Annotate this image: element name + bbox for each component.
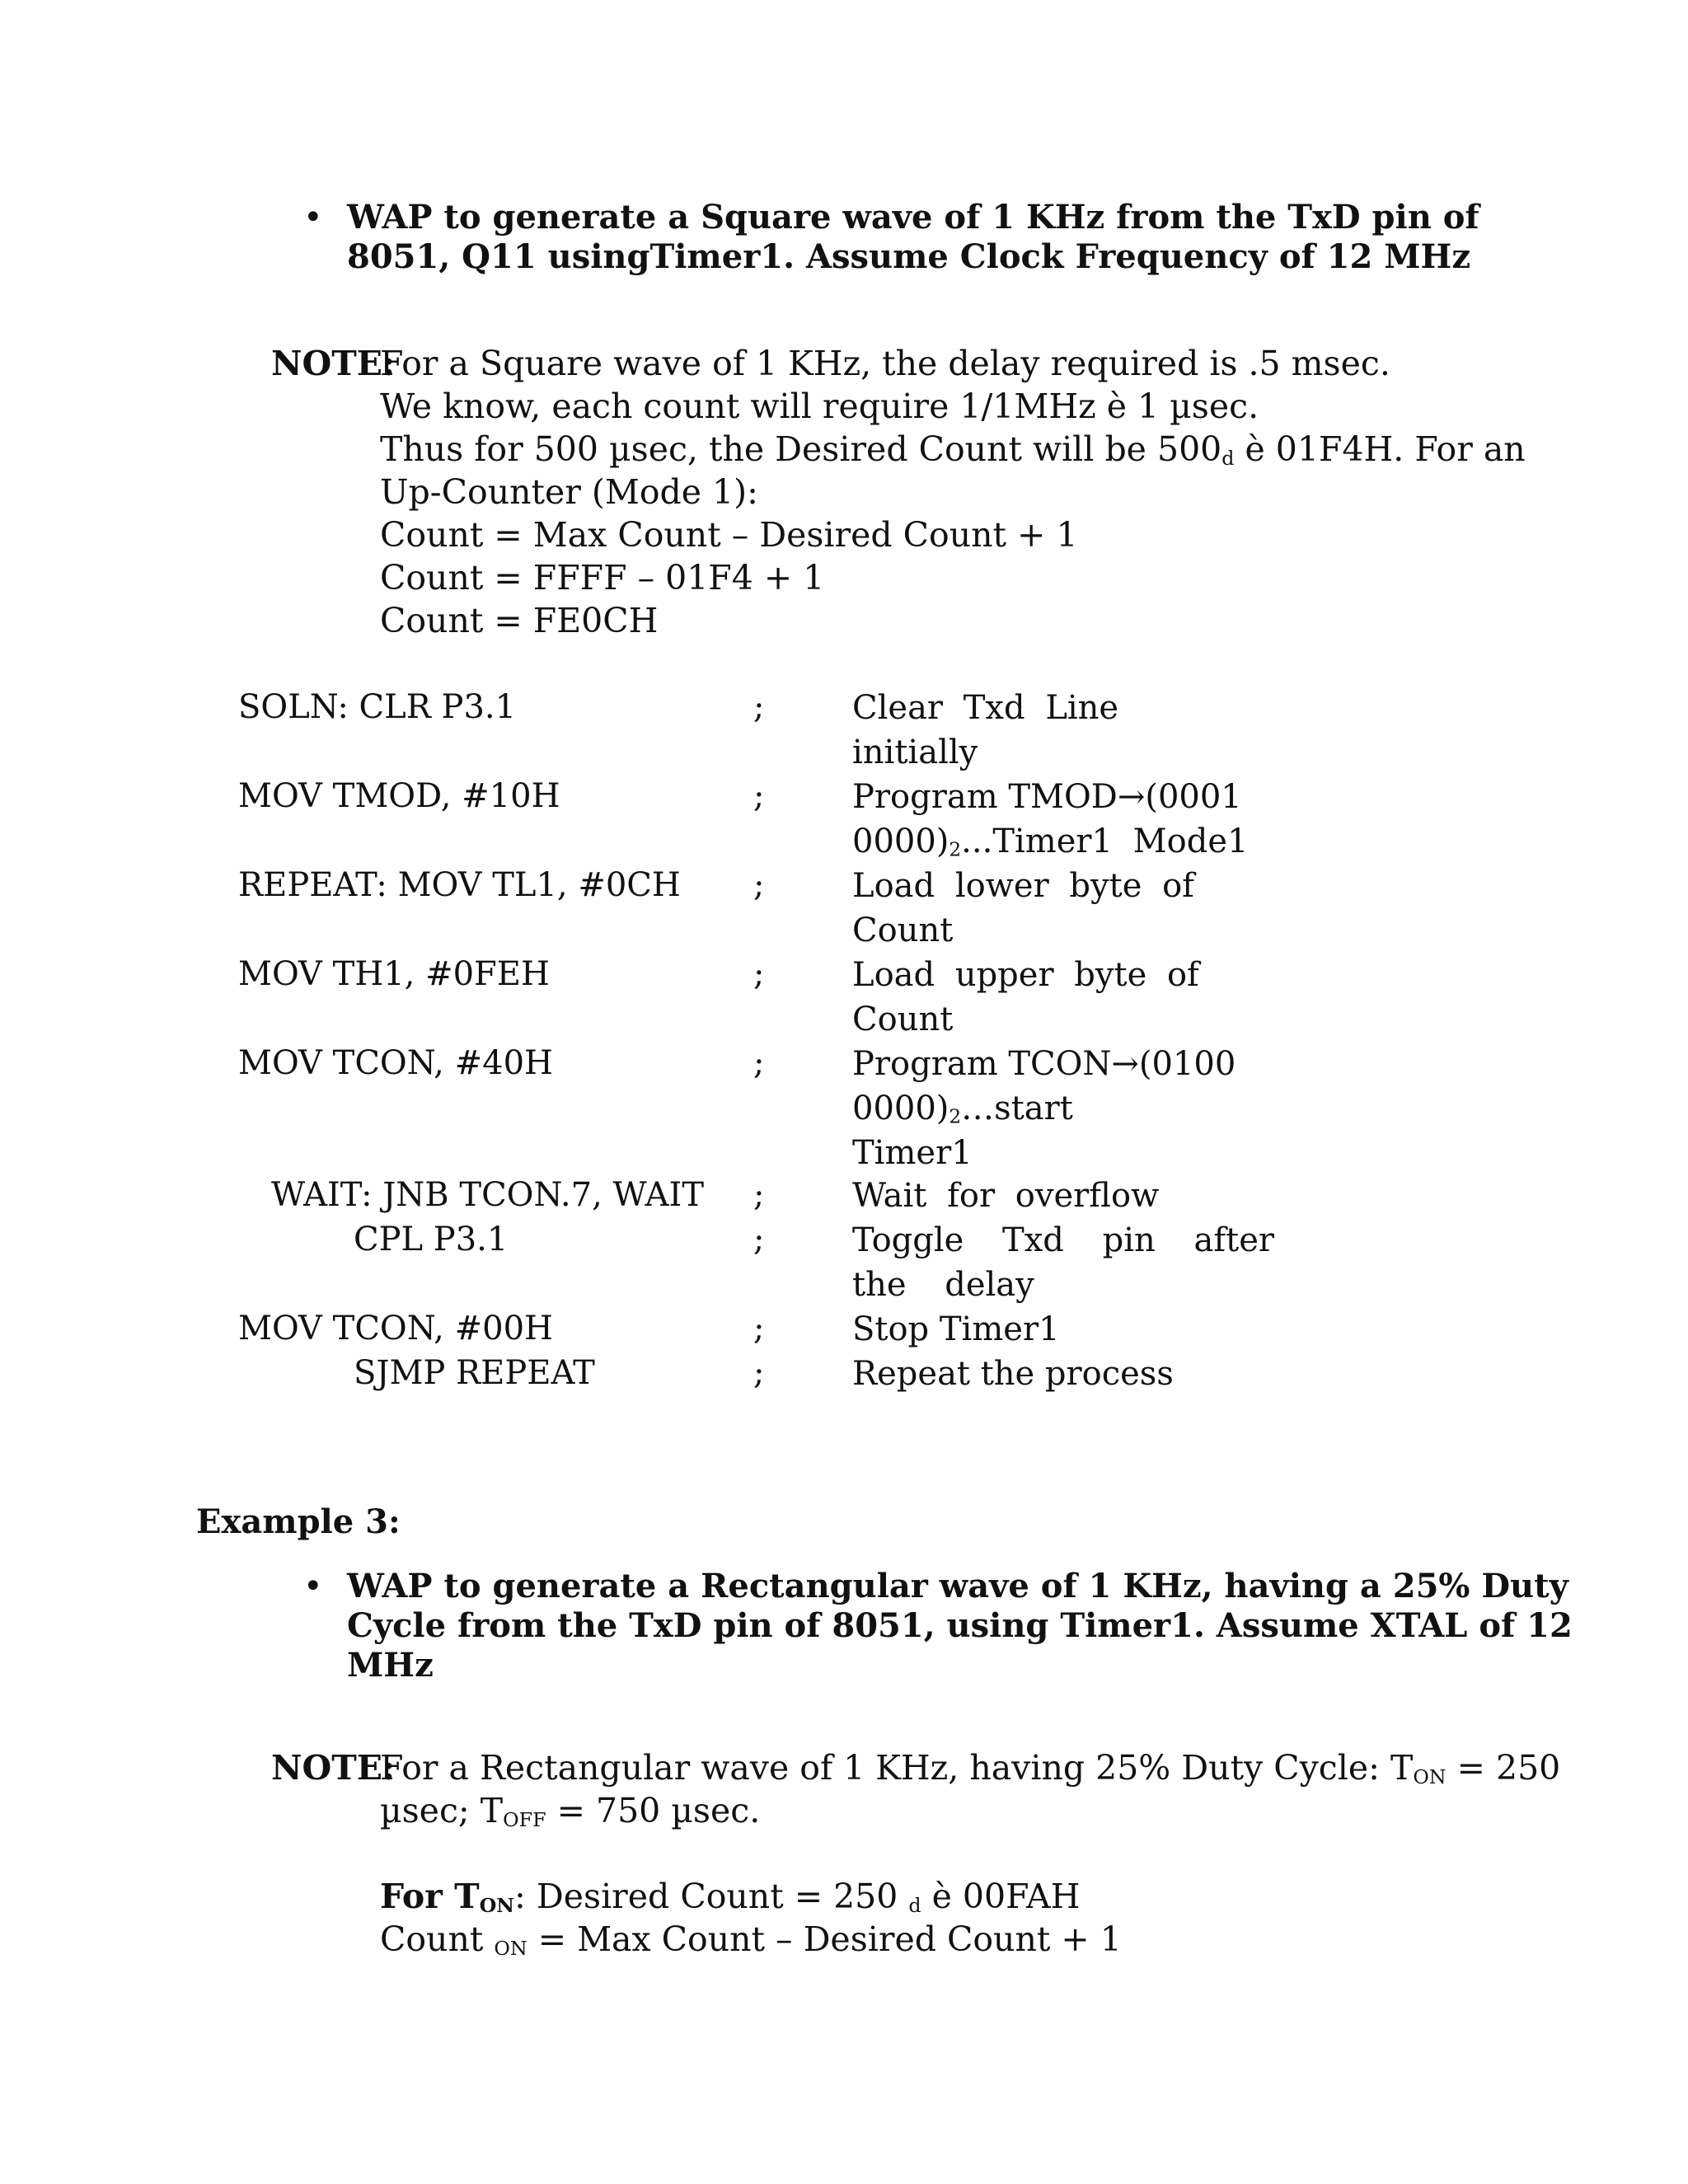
- note-1-line-5: Count = Max Count – Desired Count + 1: [380, 515, 1078, 555]
- code-instruction: SJMP REPEAT: [354, 1354, 595, 1392]
- note-1-line-1: For a Square wave of 1 KHz, the delay required is .5 msec.: [380, 344, 1390, 383]
- code-comment: Clear Txd Line initially: [852, 689, 1119, 771]
- note-label: NOTE:: [271, 344, 396, 383]
- code-comment: Repeat the process: [852, 1355, 1174, 1393]
- note-2-line-4: Count $_{ON}$ = Max Count – Desired Count + 1: [380, 1919, 1122, 1960]
- code-comment: Program TMOD→(0001 $0000)_2...Timer1$ Mode1: [852, 778, 1249, 861]
- code-semicolon: ;: [753, 1221, 765, 1258]
- code-comment: Program TCON→(0100 $0000)_2\dots start$ Timer1: [852, 1045, 1236, 1172]
- note-1-line-7: Count = FE0CH: [380, 601, 659, 640]
- code-instruction: MOV TCON, #40H: [238, 1044, 553, 1082]
- code-semicolon: ;: [753, 688, 765, 726]
- code-instruction: MOV TH1, #0FEH: [238, 955, 550, 993]
- bullet-point: •: [303, 199, 323, 237]
- question-2-line-2: Cycle from the TxD pin of 8051, using Timer1. Assume XTAL of 12: [347, 1606, 1573, 1645]
- code-comment: Toggle Txd pin after the delay: [852, 1221, 1274, 1304]
- bullet-point: •: [303, 1568, 323, 1605]
- code-instruction: MOV TCON, #00H: [238, 1310, 553, 1347]
- example-3-title: Example 3:: [196, 1502, 401, 1541]
- note-2-line-1: For a Rectangular wave of 1 KHz, having 25% Duty Cycle: $T_{ON} = 250$: [380, 1748, 1561, 1788]
- code-instruction: SOLN: CLR P3.1: [238, 688, 517, 726]
- note-1-line-2: We know, each count will require 1/1MHz è 1 µsec.: [380, 387, 1259, 426]
- code-comment: Load lower byte of Count: [852, 867, 1194, 949]
- code-semicolon: ;: [753, 866, 765, 904]
- code-semicolon: ;: [753, 1044, 765, 1082]
- code-comment: Stop Timer1: [852, 1310, 1060, 1348]
- note-1-line-3: Thus for 500 µsec, the Desired Count will be $500_d$ è 01F4H. For an: [380, 429, 1526, 470]
- note-1-line-4: Up-Counter (Mode 1):: [380, 472, 758, 512]
- code-semicolon: ;: [753, 1310, 765, 1347]
- question-1-line-2: 8051, Q11 usingTimer1. Assume Clock Frequency of 12 MHz: [347, 237, 1471, 276]
- note-label: NOTE:: [271, 1748, 396, 1788]
- code-instruction: CPL P3.1: [354, 1221, 509, 1258]
- code-semicolon: ;: [753, 1176, 765, 1214]
- question-2-line-1: WAP to generate a Rectangular wave of 1 KHz, having a 25% Duty: [347, 1567, 1568, 1605]
- note-1-line-6: Count = FFFF – 01F4 + 1: [380, 558, 825, 598]
- code-instruction: MOV TMOD, #10H: [238, 777, 560, 815]
- note-2-line-3: For $T_{ON}$: Desired Count = 250 $_d$ è 00FAH: [380, 1877, 1081, 1917]
- code-comment: Wait for overflow: [852, 1177, 1160, 1215]
- code-instruction: WAIT: JNB TCON.7, WAIT: [271, 1176, 704, 1214]
- code-instruction: REPEAT: MOV TL1, #0CH: [238, 866, 681, 904]
- code-semicolon: ;: [753, 777, 765, 815]
- code-semicolon: ;: [753, 1354, 765, 1392]
- code-comment: Load upper byte of Count: [852, 956, 1199, 1038]
- note-2-line-2: µsec; $T_{OFF} = 750$ µsec.: [380, 1791, 761, 1831]
- question-1-line-1: WAP to generate a Square wave of 1 KHz from the TxD pin of: [347, 198, 1479, 237]
- code-semicolon: ;: [753, 955, 765, 993]
- question-2-line-3: MHz: [347, 1646, 434, 1685]
